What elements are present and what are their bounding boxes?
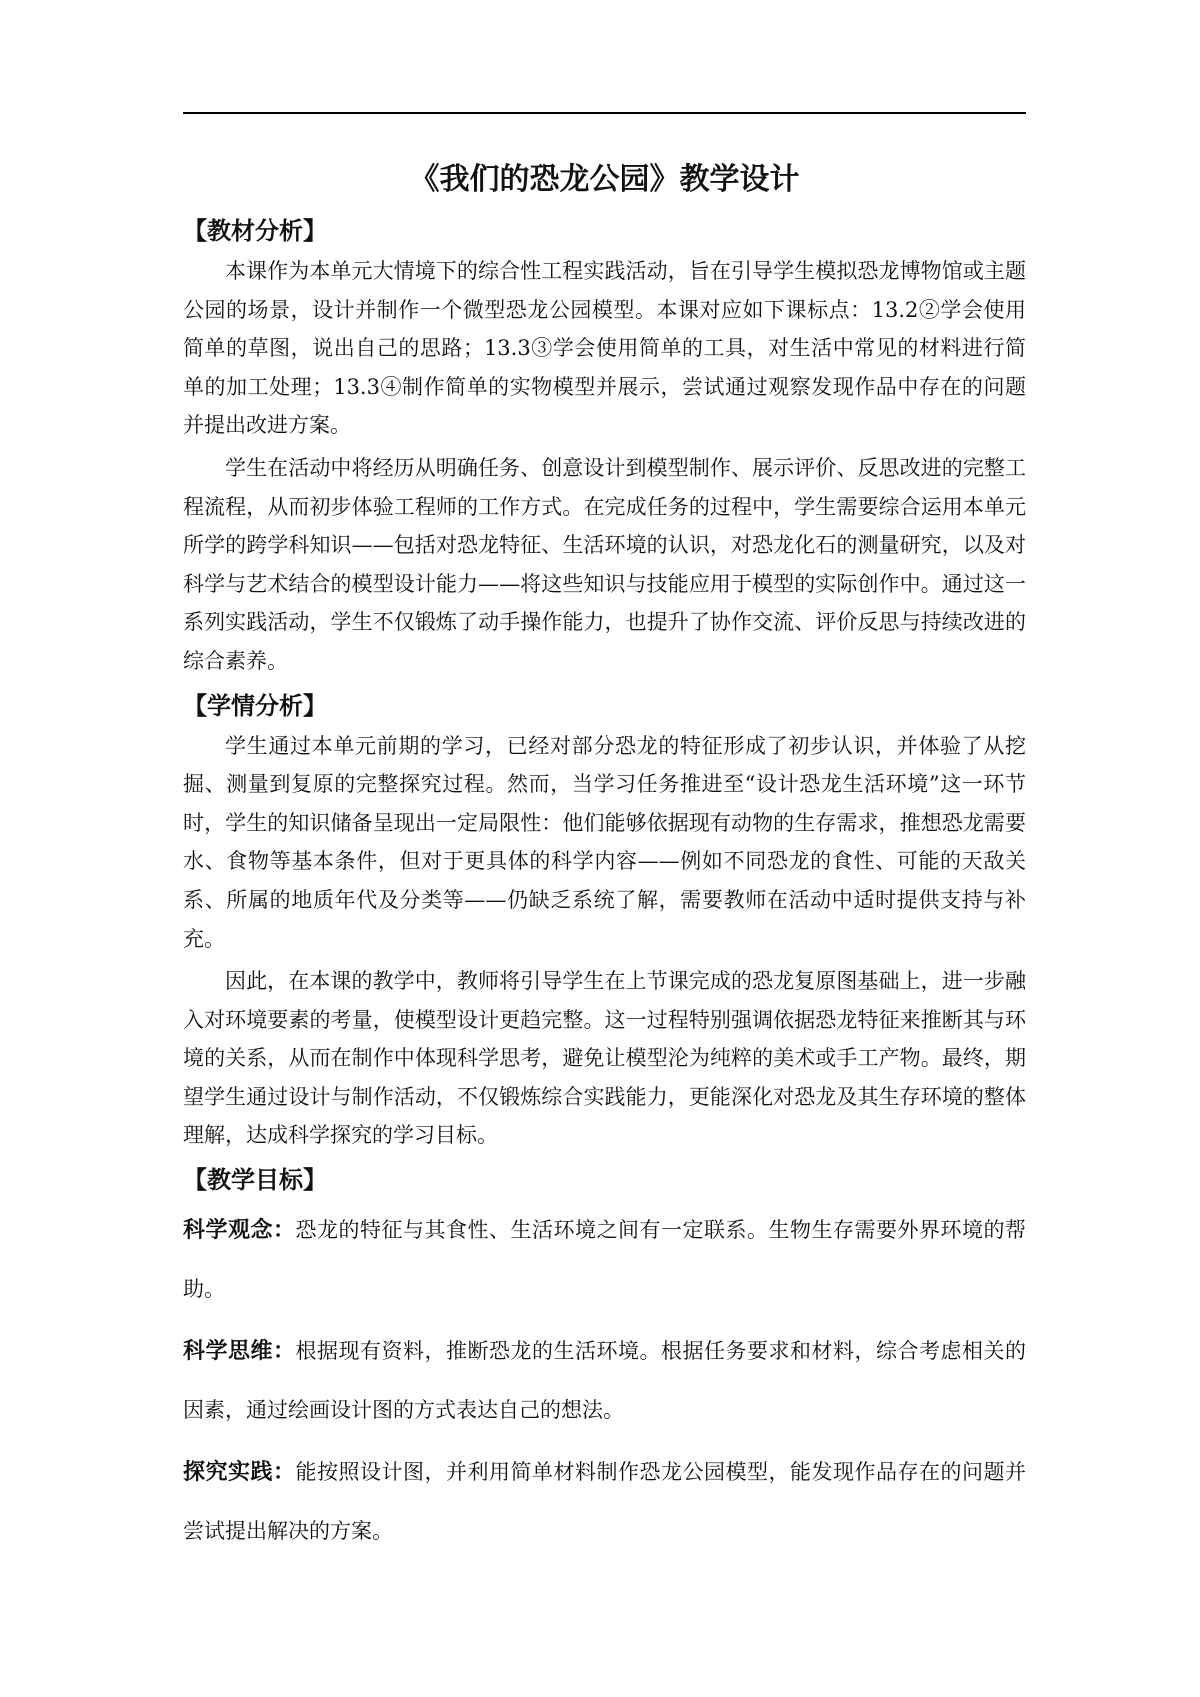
paragraph: 本课作为本单元大情境下的综合性工程实践活动，旨在引导学生模拟恐龙博物馆或主题公园的场景，设计并制作一个微型恐龙公园模型。本课对应如下课标点：13.2②学会使用简单的草图，说出自己的思路；13.3③学会使用简单的工具，对生活中常见的材料进行简单的加工处理；13.3④制作简单的实物模型并展示，尝试通过观察发现作品中存在的问题并提出改进方案。 [183,259,1026,438]
goal-text: 能按照设计图，并利用简单材料制作恐龙公园模型，能发现作品存在的问题并尝试提出解决的方案。 [183,1460,1026,1544]
header-rule [183,112,1026,114]
paragraph: 因此，在本课的教学中，教师将引导学生在上节课完成的恐龙复原图基础上，进一步融入对环境要素的考量，使模型设计更趋完整。这一过程特别强调依据恐龙特征来推断其与环境的关系，从而在制作中体现科学思考，避免让模型沦为纯粹的美术或手工产物。最终，期望学生通过设计与制作活动，不仅锻炼综合实践能力，更能深化对恐龙及其生存环境的整体理解，达成科学探究的学习目标。 [183,969,1026,1148]
document-page [183,150,1026,1564]
section-heading: 【教学目标】 [183,1166,327,1195]
section-learner-analysis [183,685,1026,1156]
goal-text: 恐龙的特征与其食性、生活环境之间有一定联系。生物生存需要外界环境的帮助。 [183,1218,1026,1302]
document-title: 《我们的恐龙公园》教学设计 [409,162,800,197]
goal-item [183,1443,1026,1560]
goal-item [183,1201,1026,1318]
section-teaching-goals [183,1159,1026,1560]
section-heading: 【教材分析】 [183,217,327,245]
goal-text: 根据现有资料，推断恐龙的生活环境。根据任务要求和材料，综合考虑相关的因素，通过绘画设计图的方式表达自己的想法。 [183,1339,1026,1423]
goal-label: 科学思维： [183,1339,296,1365]
paragraph: 学生通过本单元前期的学习，已经对部分恐龙的特征形成了初步认识，并体验了从挖掘、测量到复原的完整探究过程。然而，当学习任务推进至“设计恐龙生活环境”这一环节时，学生的知识储备呈现出一定局限性：他们能够依据现有动物的生存需求，推想恐龙需要水、食物等基本条件，但对于更具体的科学内容——例如不同恐龙的食性、可能的天敌关系、所属的地质年代及分类等——仍缺乏系统了解，需要教师在活动中适时提供支持与补充。 [183,733,1026,951]
paragraph: 学生在活动中将经历从明确任务、创意设计到模型制作、展示评价、反思改进的完整工程流程，从而初步体验工程师的工作方式。在完成任务的过程中，学生需要综合运用本单元所学的跨学科知识——包括对恐龙特征、生活环境的认识，对恐龙化石的测量研究，以及对科学与艺术结合的模型设计能力——将这些知识与技能应用于模型的实际创作中。通过这一系列实践活动，学生不仅锻炼了动手操作能力，也提升了协作交流、评价反思与持续改进的综合素养。 [183,455,1026,673]
section-materials-analysis [183,210,1026,681]
goal-label: 科学观念： [183,1218,296,1244]
section-heading: 【学情分析】 [183,691,327,720]
goal-item [183,1322,1026,1439]
goal-label: 探究实践： [183,1460,296,1486]
